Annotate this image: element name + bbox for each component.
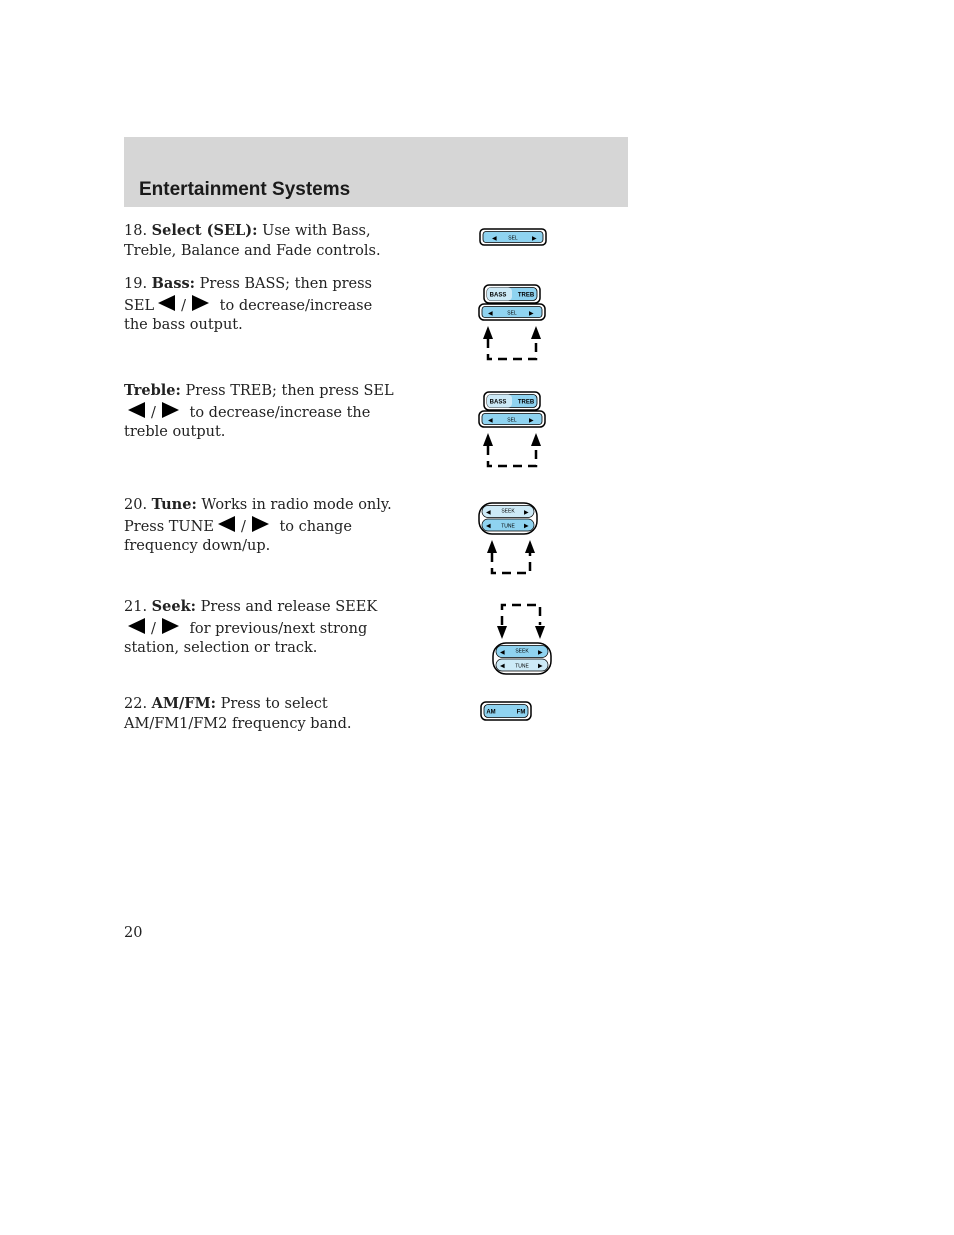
right-arrow-icon: ▶ bbox=[529, 311, 534, 317]
item-term: Seek: bbox=[151, 598, 196, 615]
sel-button-figure bbox=[478, 227, 550, 249]
sel-label: SEL bbox=[507, 417, 517, 424]
tune-label: TUNE bbox=[515, 663, 529, 670]
seek-label: SEEK bbox=[501, 508, 515, 515]
item-term: AM/FM: bbox=[151, 695, 216, 712]
seek-label: SEEK bbox=[515, 648, 529, 655]
item-number: 21. bbox=[124, 599, 148, 615]
item-number: 22. bbox=[124, 696, 148, 712]
left-arrow-icon: ◀ bbox=[492, 236, 497, 242]
item-seek bbox=[124, 597, 394, 659]
right-arrow-icon: ▶ bbox=[529, 418, 534, 424]
seek-figure bbox=[490, 603, 554, 677]
bass-label: BASS bbox=[489, 399, 507, 406]
item-tune bbox=[124, 495, 394, 557]
item-number: 18. bbox=[124, 223, 148, 239]
item-treble bbox=[124, 381, 394, 443]
item-text-post: to change frequency down/up. bbox=[124, 518, 352, 554]
item-text-post: for previous/next strong station, selection or track. bbox=[124, 620, 368, 656]
slash: / bbox=[181, 297, 187, 314]
sel-label: SEL bbox=[508, 235, 518, 242]
item-bass bbox=[124, 274, 394, 336]
left-arrow-icon: ◀ bbox=[486, 510, 491, 516]
left-triangle-icon bbox=[158, 295, 175, 311]
item-term: Select (SEL): bbox=[151, 222, 258, 239]
slash: / bbox=[151, 620, 156, 637]
item-text-pre: Press and release SEEK bbox=[200, 599, 378, 615]
am-label: AM bbox=[486, 709, 496, 716]
left-triangle-icon bbox=[128, 402, 145, 418]
left-arrow-icon: ◀ bbox=[500, 663, 505, 670]
right-arrow-icon: ▶ bbox=[538, 650, 543, 656]
left-arrow-icon: ◀ bbox=[486, 523, 491, 530]
treble-figure bbox=[476, 390, 550, 472]
item-text-post: to decrease/increase the treble output. bbox=[124, 404, 371, 440]
section-header bbox=[124, 137, 628, 207]
slash: / bbox=[151, 404, 156, 421]
item-text-post: to decrease/increase the bass output. bbox=[124, 297, 373, 333]
right-triangle-icon bbox=[162, 618, 179, 634]
right-arrow-icon: ▶ bbox=[524, 510, 529, 516]
sel-label: SEL bbox=[507, 310, 517, 317]
right-triangle-icon bbox=[162, 402, 179, 418]
tune-label: TUNE bbox=[501, 523, 515, 530]
item-term: Treble: bbox=[124, 382, 181, 399]
fm-label: FM bbox=[516, 709, 526, 716]
page-number: 20 bbox=[124, 925, 143, 941]
treb-label: TREB bbox=[517, 292, 535, 299]
left-arrow-icon: ◀ bbox=[488, 311, 493, 317]
item-text: Use with Bass, Treble, Balance and Fade controls. bbox=[124, 223, 381, 259]
item-number: 19. bbox=[124, 276, 148, 292]
item-term: Bass: bbox=[151, 275, 196, 292]
item-term: Tune: bbox=[151, 496, 197, 513]
item-number: 20. bbox=[124, 497, 148, 513]
left-arrow-icon: ◀ bbox=[500, 650, 505, 656]
left-triangle-icon bbox=[218, 516, 235, 532]
section-title: Entertainment Systems bbox=[139, 179, 351, 200]
right-arrow-icon: ▶ bbox=[538, 663, 543, 670]
right-triangle-icon bbox=[252, 516, 269, 532]
item-select bbox=[124, 221, 394, 261]
right-arrow-icon: ▶ bbox=[524, 523, 529, 530]
item-text: Press to select AM/FM1/FM2 frequency band. bbox=[124, 696, 352, 732]
treb-label: TREB bbox=[517, 399, 535, 406]
tune-figure bbox=[476, 500, 542, 580]
item-text-pre: Press BASS; then press SEL bbox=[124, 276, 372, 314]
slash: / bbox=[240, 518, 246, 535]
left-triangle-icon bbox=[128, 618, 145, 634]
item-amfm bbox=[124, 694, 394, 734]
bass-label: BASS bbox=[489, 292, 507, 299]
left-arrow-icon: ◀ bbox=[488, 418, 493, 424]
right-triangle-icon bbox=[192, 295, 209, 311]
amfm-button-figure bbox=[479, 700, 535, 724]
item-text-pre: Works in radio mode only. Press TUNE bbox=[124, 497, 392, 535]
item-text-pre: Press TREB; then press SEL bbox=[185, 383, 394, 399]
bass-figure bbox=[476, 283, 550, 365]
right-arrow-icon: ▶ bbox=[532, 236, 537, 242]
